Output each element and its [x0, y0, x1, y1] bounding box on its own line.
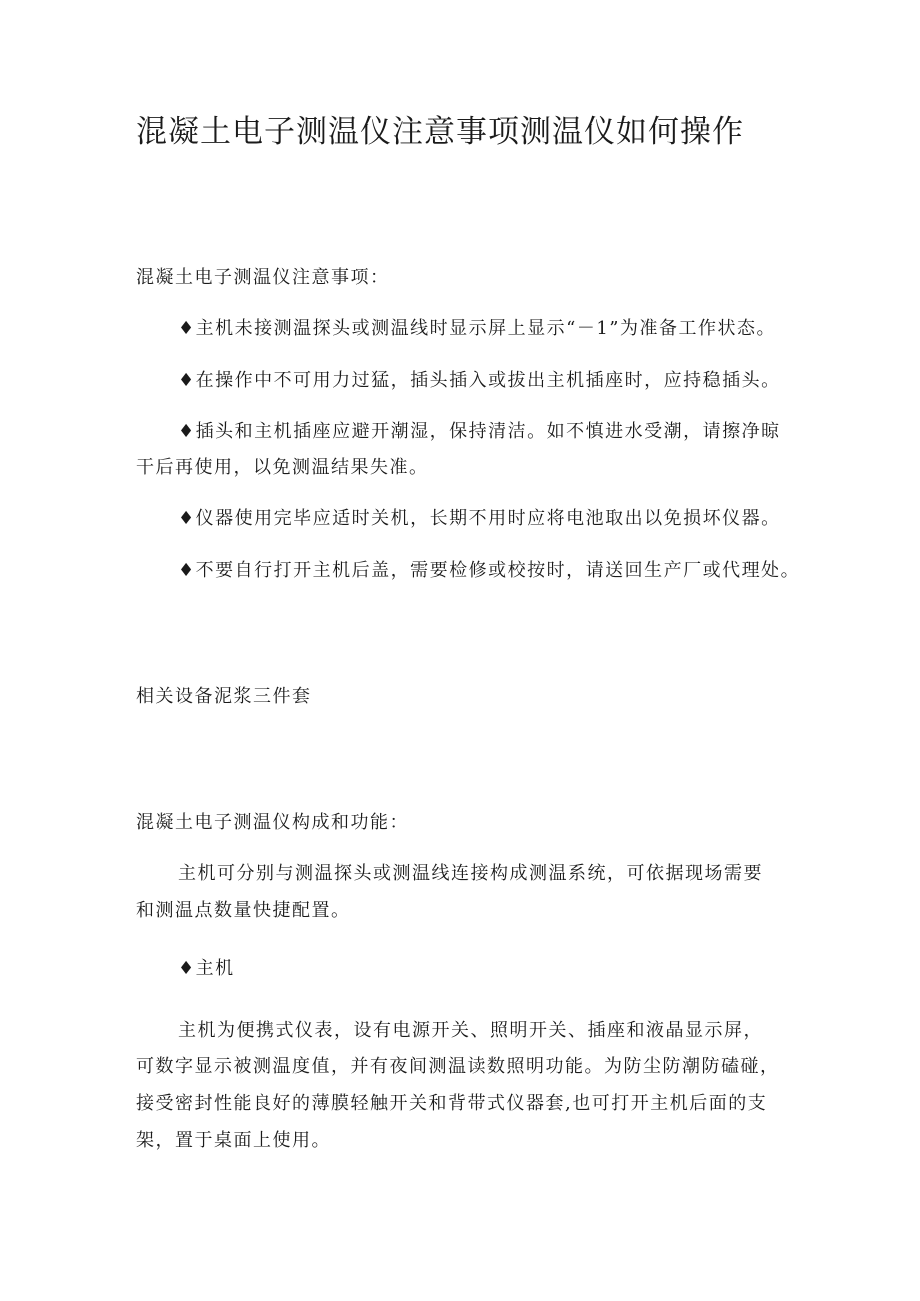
host-heading: ♦主机 [178, 958, 235, 979]
note-item: ♦插头和主机插座应避开潮湿，保持清洁。如不慎进水受潮，请擦净晾 [178, 421, 781, 442]
host-paragraph-line: 架，置于桌面上使用。 [136, 1130, 331, 1151]
composition-heading: 混凝土电子测温仪构成和功能： [136, 812, 409, 833]
note-item: ♦不要自行打开主机后盖，需要检修或校按时，请送回生产厂或代理处。 [178, 560, 801, 581]
composition-paragraph-line: 和测温点数量快捷配置。 [136, 900, 351, 921]
note-item: ♦仪器使用完毕应适时关机，长期不用时应将电池取出以免损坏仪器。 [178, 508, 781, 529]
note-item-continuation: 干后再使用，以免测温结果失准。 [136, 457, 429, 478]
notes-heading: 混凝土电子测温仪注意事项： [136, 267, 390, 288]
host-paragraph-line: 接受密封性能良好的薄膜轻触开关和背带式仪器套,也可打开主机后面的支 [136, 1093, 768, 1114]
related-equipment: 相关设备泥浆三件套 [136, 686, 312, 707]
composition-paragraph-line: 主机可分别与测温探头或测温线连接构成测温系统，可依据现场需要 [178, 863, 763, 884]
note-item: ♦主机未接测温探头或测温线时显示屏上显示“－1”为准备工作状态。 [178, 318, 776, 339]
host-paragraph-line: 主机为便携式仪表，设有电源开关、照明开关、插座和液晶显示屏， [178, 1020, 763, 1041]
note-item: ♦在操作中不可用力过猛，插头插入或拔出主机插座时，应持稳插头。 [178, 370, 781, 391]
page-title: 混凝土电子测温仪注意事项测温仪如何操作 [136, 114, 744, 150]
host-paragraph-line: 可数字显示被测温度值，并有夜间测温读数照明功能。为防尘防潮防磕碰， [136, 1056, 780, 1077]
